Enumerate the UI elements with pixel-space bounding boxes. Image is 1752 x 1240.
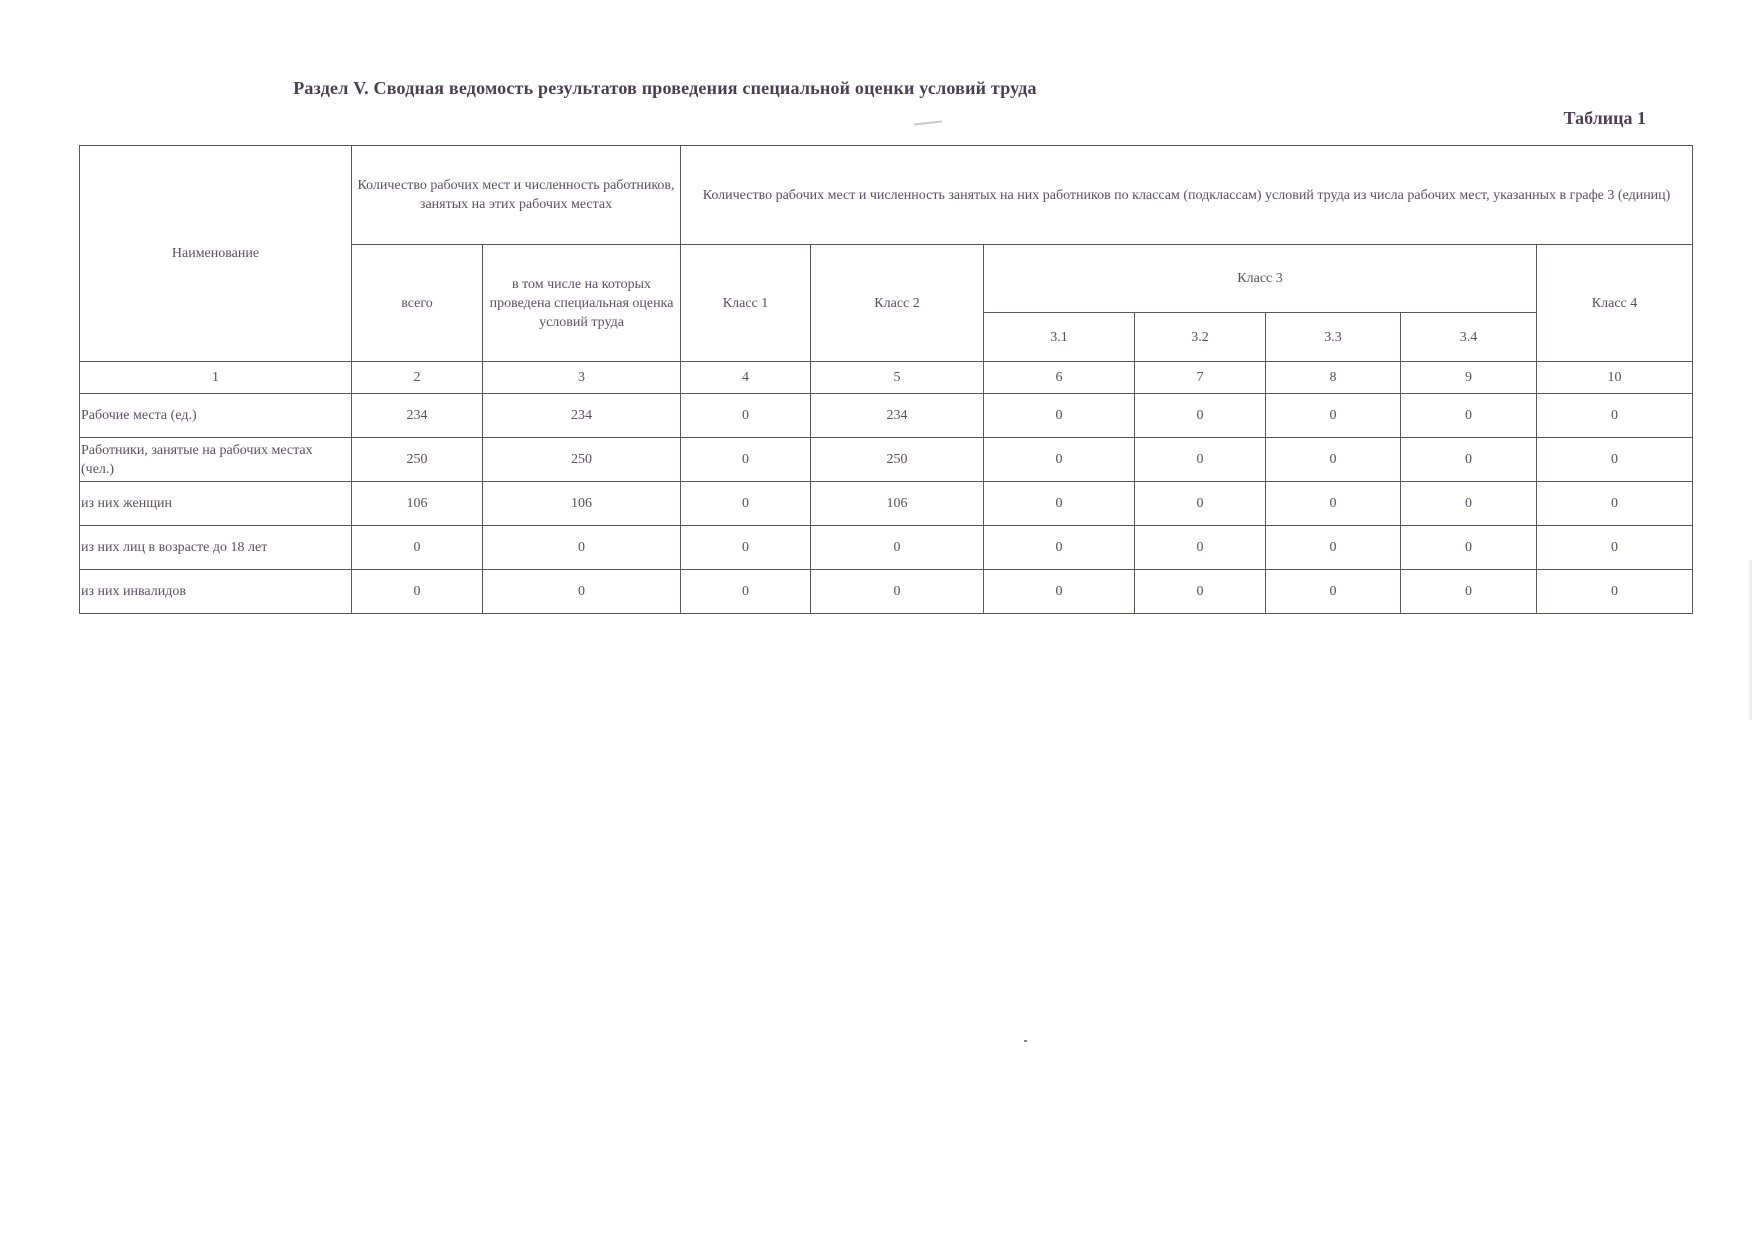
table-cell: 0 — [1537, 570, 1693, 614]
header-class-2: Класс 2 — [811, 245, 984, 362]
table-cell: 0 — [1401, 438, 1537, 482]
table-cell: 0 — [681, 526, 811, 570]
table-row-workplaces — [80, 394, 1693, 438]
table-cell: 0 — [1135, 526, 1266, 570]
table-row-under-18 — [80, 526, 1693, 570]
column-number: 2 — [352, 362, 483, 394]
table-cell: 0 — [681, 482, 811, 526]
row-label: из них женщин — [80, 482, 352, 526]
column-number-row — [80, 362, 1693, 394]
row-label: из них лиц в возрасте до 18 лет — [80, 526, 352, 570]
table-cell: 0 — [483, 526, 681, 570]
header-row-1 — [80, 146, 1693, 245]
table-cell: 0 — [1401, 394, 1537, 438]
column-number: 5 — [811, 362, 984, 394]
table-cell: 0 — [681, 438, 811, 482]
table-cell: 0 — [352, 570, 483, 614]
table-cell: 234 — [811, 394, 984, 438]
table-label: Таблица 1 — [1563, 108, 1646, 128]
section-title: Раздел V. Сводная ведомость результатов проведения специальной оценки условий труда — [293, 78, 1037, 98]
table-cell: 0 — [1266, 526, 1401, 570]
header-subclass-3-2: 3.2 — [1135, 313, 1266, 362]
table-cell: 234 — [483, 394, 681, 438]
table-cell: 234 — [352, 394, 483, 438]
table-cell: 106 — [483, 482, 681, 526]
table-cell: 0 — [1135, 394, 1266, 438]
header-class-3: Класс 3 — [984, 245, 1537, 313]
table-cell: 0 — [1266, 570, 1401, 614]
column-number: 3 — [483, 362, 681, 394]
table-cell: 106 — [811, 482, 984, 526]
header-group-workplaces: Количество рабочих мест и численность работников, занятых на этих рабочих местах — [352, 146, 681, 245]
table-cell: 0 — [984, 438, 1135, 482]
table-cell: 0 — [681, 394, 811, 438]
table-cell: 0 — [984, 526, 1135, 570]
table-cell: 0 — [811, 570, 984, 614]
scan-edge-shadow — [1747, 560, 1752, 720]
column-number: 1 — [80, 362, 352, 394]
table-cell: 250 — [483, 438, 681, 482]
column-number: 10 — [1537, 362, 1693, 394]
table-cell: 0 — [1537, 438, 1693, 482]
header-subclass-3-1: 3.1 — [984, 313, 1135, 362]
header-assessed: в том числе на которых проведена специальная оценка условий труда — [483, 245, 681, 362]
summary-table — [79, 145, 1693, 614]
header-name: Наименование — [80, 146, 352, 362]
scan-artifact — [1024, 1040, 1027, 1042]
scan-artifact — [914, 121, 942, 126]
column-number: 8 — [1266, 362, 1401, 394]
table-cell: 0 — [1537, 482, 1693, 526]
header-subclass-3-3: 3.3 — [1266, 313, 1401, 362]
header-group-classes: Количество рабочих мест и численность занятых на них работников по классам (подклассам) условий труда из числа рабочих мест, указанных в графе 3 (единиц) — [681, 146, 1693, 245]
table-cell: 0 — [1266, 438, 1401, 482]
column-number: 9 — [1401, 362, 1537, 394]
column-number: 7 — [1135, 362, 1266, 394]
table-cell: 0 — [1266, 482, 1401, 526]
table-row-women — [80, 482, 1693, 526]
header-class-1: Класс 1 — [681, 245, 811, 362]
table-cell: 106 — [352, 482, 483, 526]
table-cell: 0 — [1537, 394, 1693, 438]
table-cell: 0 — [1401, 482, 1537, 526]
table-row-employees — [80, 438, 1693, 482]
column-number: 4 — [681, 362, 811, 394]
table-cell: 0 — [1401, 570, 1537, 614]
table-cell: 0 — [1537, 526, 1693, 570]
table-cell: 0 — [984, 394, 1135, 438]
row-label: из них инвалидов — [80, 570, 352, 614]
column-number: 6 — [984, 362, 1135, 394]
header-subclass-3-4: 3.4 — [1401, 313, 1537, 362]
table-cell: 0 — [483, 570, 681, 614]
table-cell: 0 — [1266, 394, 1401, 438]
table-cell: 0 — [1135, 482, 1266, 526]
table-cell: 0 — [984, 570, 1135, 614]
row-label: Работники, занятые на рабочих местах (чел.) — [80, 438, 352, 482]
table-cell: 0 — [1135, 438, 1266, 482]
table-cell: 0 — [811, 526, 984, 570]
row-label: Рабочие места (ед.) — [80, 394, 352, 438]
table-cell: 0 — [352, 526, 483, 570]
header-total: всего — [352, 245, 483, 362]
table-cell: 0 — [681, 570, 811, 614]
table-cell: 250 — [811, 438, 984, 482]
table-cell: 0 — [984, 482, 1135, 526]
header-class-4: Класс 4 — [1537, 245, 1693, 362]
table-cell: 0 — [1135, 570, 1266, 614]
table-row-disabled — [80, 570, 1693, 614]
table-cell: 250 — [352, 438, 483, 482]
table-cell: 0 — [1401, 526, 1537, 570]
